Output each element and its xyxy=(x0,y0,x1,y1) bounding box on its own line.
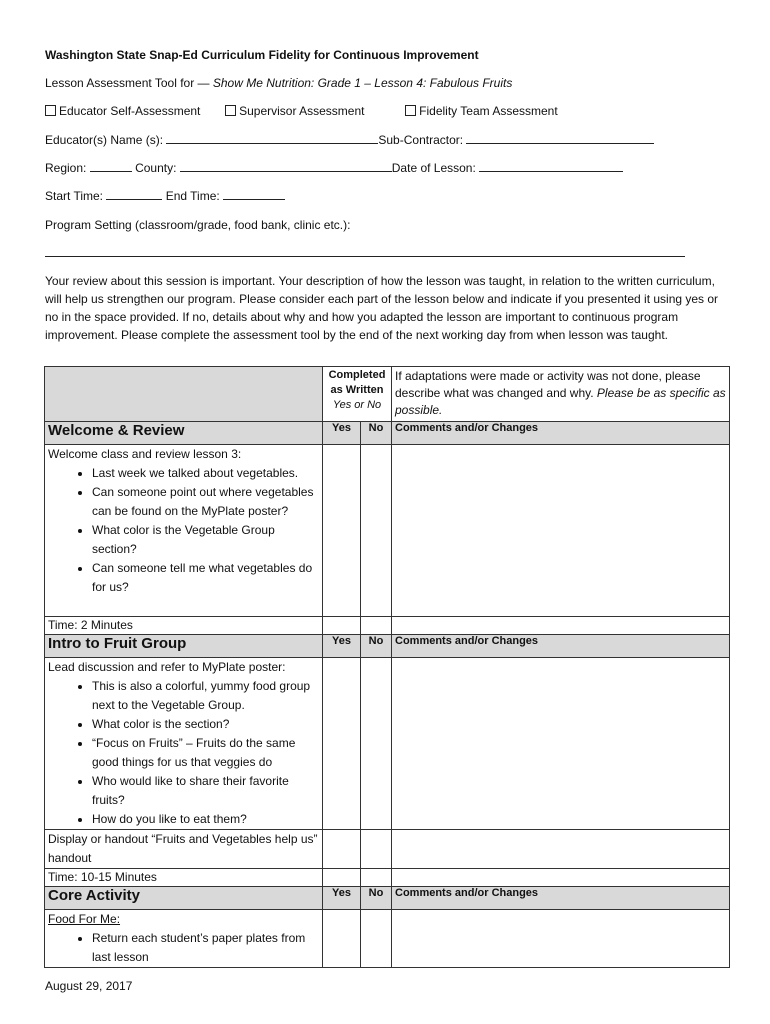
date-of-lesson-label: Date of Lesson: xyxy=(391,161,476,175)
list-item: • Can someone tell me what vegetables do for us? xyxy=(92,559,319,597)
yes-cell[interactable] xyxy=(323,830,361,869)
time-row xyxy=(45,189,285,203)
yes-cell[interactable] xyxy=(323,869,361,887)
comments-cell[interactable] xyxy=(392,830,730,869)
comments-cell[interactable] xyxy=(392,869,730,887)
assessment-type-row xyxy=(45,104,558,118)
core-lead: Food For Me: xyxy=(48,912,121,926)
footer-date: August 29, 2017 xyxy=(45,979,133,993)
subcontractor-label: Sub-Contractor: xyxy=(378,133,464,147)
intro-paragraph: Your review about this session is important. Your description of how the lesson was taught, in relation to the written curriculum, will help us strengthen our program. Please consider each part of the lesson below and indicate if you presented it using yes or no in the space provided. If no, details about why and how you adapted the lesson are important to continuous program improvement. Please complete the assessment tool by the end of the next working day from when lesson was taught. xyxy=(45,274,719,342)
no-cell[interactable] xyxy=(361,869,392,887)
table-header-row xyxy=(45,367,730,422)
adaptations-header: If adaptations were made or activity was not done, please describe what was changed and why. Please be as specific as possible. xyxy=(392,367,730,422)
comments-cell[interactable] xyxy=(392,910,730,968)
checkbox-icon[interactable] xyxy=(45,105,56,116)
lesson-tool-line xyxy=(45,76,512,90)
educator-self-option[interactable]: Educator Self-Assessment xyxy=(45,104,204,118)
section-header-row xyxy=(45,635,730,658)
region-field[interactable] xyxy=(90,161,132,172)
comments-cell[interactable] xyxy=(392,445,730,617)
table-row xyxy=(45,910,730,968)
section-title-welcome: Welcome & Review xyxy=(45,422,323,445)
program-setting-label: Program Setting (classroom/grade, food bank, clinic etc.): xyxy=(45,218,351,232)
document-title: Washington State Snap-Ed Curriculum Fidelity for Continuous Improvement xyxy=(45,48,479,62)
educator-name-field[interactable] xyxy=(166,133,378,144)
intro-fruit-time: Time: 10-15 Minutes xyxy=(45,869,323,887)
table-row xyxy=(45,617,730,635)
section-header-row xyxy=(45,887,730,910)
comments-label: Comments and/or Changes xyxy=(392,887,730,910)
welcome-bullets xyxy=(48,464,319,597)
table-row xyxy=(45,658,730,830)
intro-fruit-content xyxy=(45,658,323,830)
no-label: No xyxy=(361,422,392,445)
educator-label: Educator(s) Name (s): xyxy=(45,133,164,147)
checkbox-icon[interactable] xyxy=(405,105,416,116)
start-time-label: Start Time: xyxy=(45,189,104,203)
list-item: • How do you like to eat them? xyxy=(92,810,319,829)
list-item: • Last week we talked about vegetables. xyxy=(92,464,319,483)
list-item: • “Focus on Fruits” – Fruits do the same good things for us that veggies do xyxy=(92,734,319,772)
table-row xyxy=(45,830,730,869)
program-setting-field[interactable] xyxy=(45,256,685,257)
yes-label: Yes xyxy=(323,887,361,910)
list-item: • This is also a colorful, yummy food group next to the Vegetable Group. xyxy=(92,677,319,715)
region-row xyxy=(45,161,623,175)
yes-cell[interactable] xyxy=(323,445,361,617)
yes-label: Yes xyxy=(323,635,361,658)
supervisor-option[interactable]: Supervisor Assessment xyxy=(225,104,368,118)
no-label: No xyxy=(361,635,392,658)
fidelity-team-option[interactable]: Fidelity Team Assessment xyxy=(405,104,558,118)
list-item: • Can someone point out where vegetables can be found on the MyPlate poster? xyxy=(92,483,319,521)
end-time-label: End Time: xyxy=(165,189,220,203)
welcome-lead: Welcome class and review lesson 3: xyxy=(48,447,242,461)
list-item: • Return each student’s paper plates from last lesson xyxy=(92,929,319,967)
yes-cell[interactable] xyxy=(323,910,361,968)
completed-header: Completed as Written Yes or No xyxy=(323,367,392,422)
section-title-intro-fruit: Intro to Fruit Group xyxy=(45,635,323,658)
no-cell[interactable] xyxy=(361,617,392,635)
tool-prefix: Lesson Assessment Tool for — xyxy=(45,76,210,90)
table-row xyxy=(45,869,730,887)
welcome-time: Time: 2 Minutes xyxy=(45,617,323,635)
comments-label: Comments and/or Changes xyxy=(392,422,730,445)
comments-label: Comments and/or Changes xyxy=(392,635,730,658)
county-label: County: xyxy=(135,161,177,175)
checkbox-icon[interactable] xyxy=(225,105,236,116)
start-time-field[interactable] xyxy=(106,189,162,200)
no-cell[interactable] xyxy=(361,830,392,869)
table-row xyxy=(45,445,730,617)
no-label: No xyxy=(361,887,392,910)
comments-cell[interactable] xyxy=(392,617,730,635)
core-bullets xyxy=(48,929,319,967)
yes-cell[interactable] xyxy=(323,658,361,830)
region-label: Region: xyxy=(45,161,87,175)
intro-fruit-bullets xyxy=(48,677,319,829)
yes-label: Yes xyxy=(323,422,361,445)
welcome-content xyxy=(45,445,323,617)
intro-fruit-handout: Display or handout “Fruits and Vegetables help us” handout xyxy=(45,830,323,869)
section-header-row xyxy=(45,422,730,445)
end-time-field[interactable] xyxy=(223,189,285,200)
no-cell[interactable] xyxy=(361,658,392,830)
educator-row xyxy=(45,133,654,147)
yes-cell[interactable] xyxy=(323,617,361,635)
no-cell[interactable] xyxy=(361,445,392,617)
list-item: • What color is the section? xyxy=(92,715,319,734)
no-cell[interactable] xyxy=(361,910,392,968)
assessment-table xyxy=(44,366,730,968)
tool-lesson: Show Me Nutrition: Grade 1 – Lesson 4: Fabulous Fruits xyxy=(212,76,513,90)
comments-cell[interactable] xyxy=(392,658,730,830)
core-content xyxy=(45,910,323,968)
section-title-core: Core Activity xyxy=(45,887,323,910)
blank-header-cell xyxy=(45,367,323,422)
county-field[interactable] xyxy=(180,161,392,172)
subcontractor-field[interactable] xyxy=(466,133,654,144)
date-of-lesson-field[interactable] xyxy=(479,161,623,172)
intro-fruit-lead: Lead discussion and refer to MyPlate poster: xyxy=(48,660,286,674)
list-item: • What color is the Vegetable Group section? xyxy=(92,521,319,559)
list-item: • Who would like to share their favorite fruits? xyxy=(92,772,319,810)
